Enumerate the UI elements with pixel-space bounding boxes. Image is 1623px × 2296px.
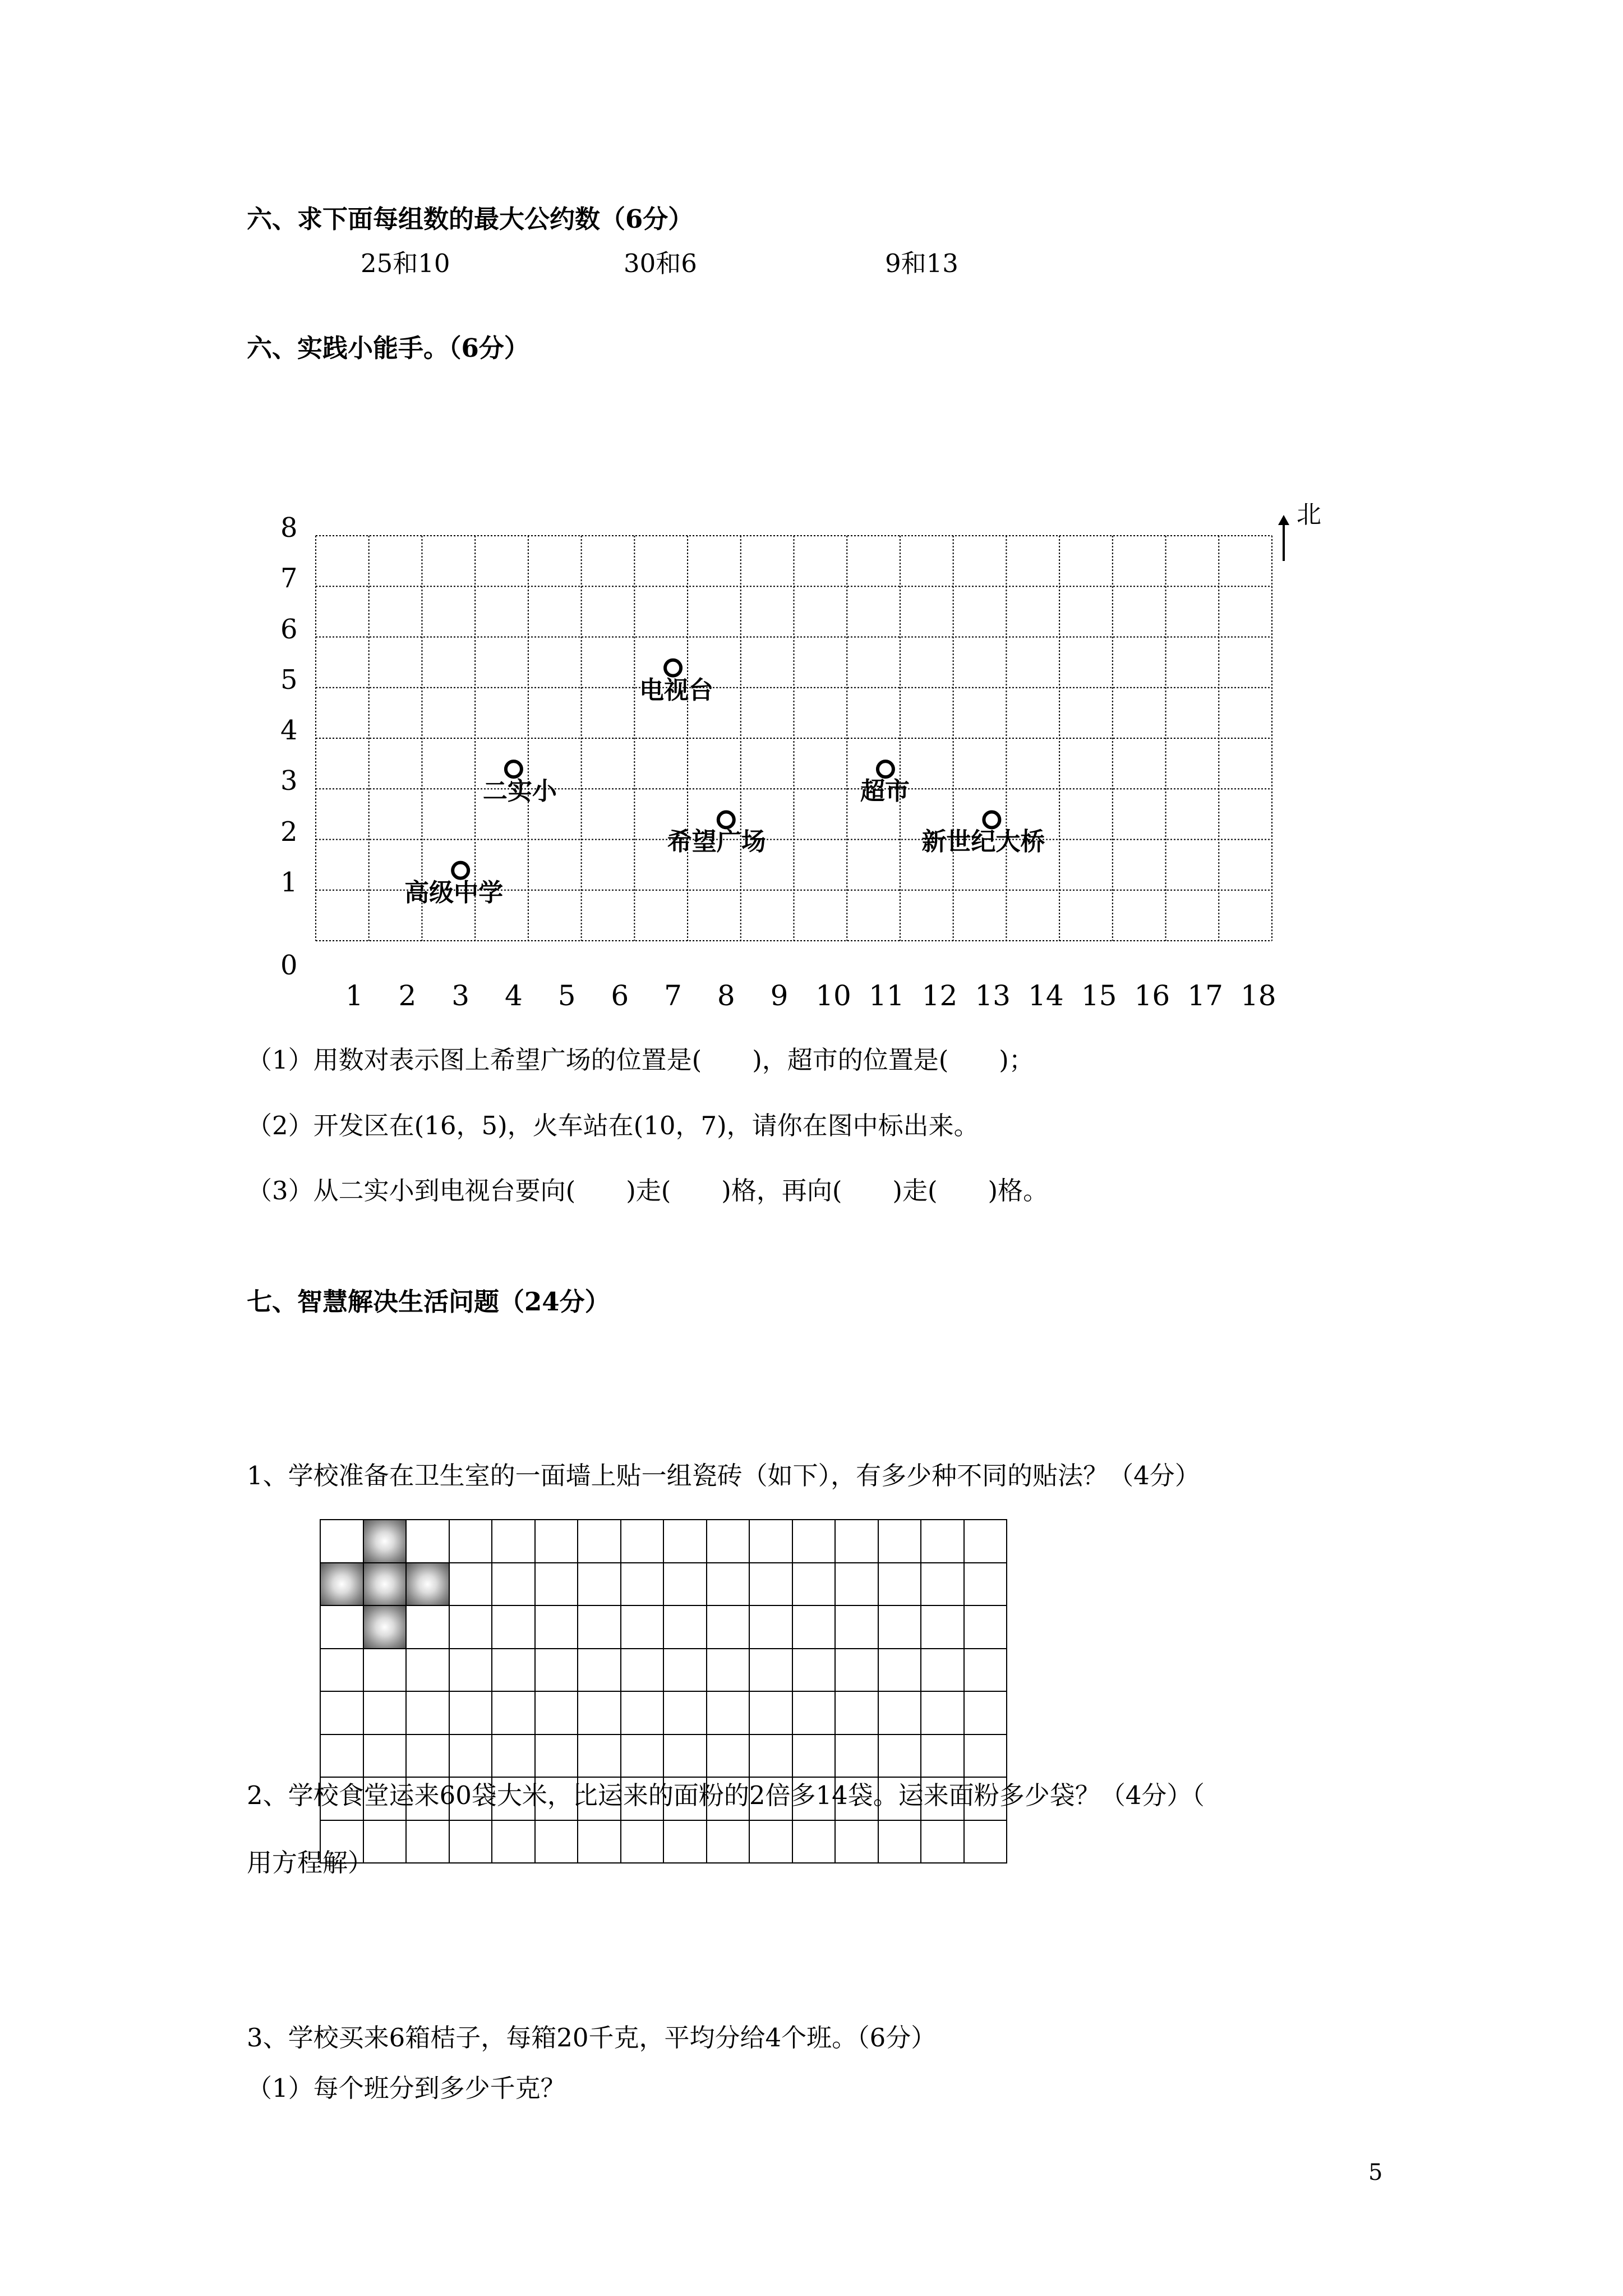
problem-3: 3、学校买来6箱桔子，每箱20千克，平均分给4个班。（6分） [247, 2023, 937, 2053]
section-6b-heading: 六、实践小能手。（6分） [247, 333, 529, 363]
grid-cell [706, 1820, 750, 1864]
grid-cell [577, 1648, 621, 1692]
grid-cell [491, 1820, 536, 1864]
grid-cell [963, 1820, 1008, 1864]
page-number: 5 [1368, 2160, 1383, 2185]
grid-cell [878, 1648, 922, 1692]
grid-cell [663, 1734, 707, 1778]
gcd-item-2: 30和6 [624, 249, 697, 278]
x-tick-label: 7 [664, 979, 682, 1012]
x-tick-label: 8 [717, 979, 735, 1012]
grid-cell [834, 1820, 879, 1864]
grid-cell [577, 1519, 621, 1563]
x-tick-label: 6 [611, 979, 629, 1012]
grid-cell [405, 1734, 450, 1778]
grid-cell [320, 1691, 364, 1735]
grid-cell [878, 1691, 922, 1735]
x-tick-label: 3 [451, 979, 470, 1012]
grid-cell [620, 1519, 665, 1563]
grid-cell [663, 1820, 707, 1864]
grid-cell [491, 1691, 536, 1735]
grid-cell [920, 1605, 965, 1649]
grid-cell [534, 1519, 579, 1563]
grid-cell [878, 1519, 922, 1563]
grid-cell [792, 1820, 836, 1864]
grid-cell [363, 1648, 407, 1692]
grid-cell [363, 1734, 407, 1778]
grid-cell [534, 1605, 579, 1649]
tile-grid [320, 1519, 1006, 1862]
grid-cell [834, 1734, 879, 1778]
grid-cell [834, 1648, 879, 1692]
grid-cell [706, 1519, 750, 1563]
grid-cell [834, 1605, 879, 1649]
grid-cell [706, 1562, 750, 1607]
grid-cell [749, 1648, 793, 1692]
grid-cell [405, 1820, 450, 1864]
grid-cell [749, 1820, 793, 1864]
grid-cell [491, 1648, 536, 1692]
place-marker [718, 812, 734, 827]
grid-cell [663, 1519, 707, 1563]
question-3: （3）从二实小到电视台要向( )走( )格，再向( )走( )格。 [247, 1176, 1049, 1205]
grid-cell [320, 1734, 364, 1778]
grid-cell [405, 1648, 450, 1692]
grid-cell [577, 1691, 621, 1735]
grid-cell [534, 1562, 579, 1607]
x-tick-label: 16 [1134, 979, 1170, 1012]
grid-cell [792, 1734, 836, 1778]
grid-cell [920, 1648, 965, 1692]
grid-cell [834, 1691, 879, 1735]
x-tick-label: 1 [345, 979, 363, 1012]
grid-cell [491, 1562, 536, 1607]
grid-cell [663, 1691, 707, 1735]
x-tick-label: 10 [815, 979, 851, 1012]
grid-cell [620, 1648, 665, 1692]
grid-cell [749, 1605, 793, 1649]
coordinate-map [0, 0, 1623, 1010]
grid-cell [577, 1820, 621, 1864]
place-marker [984, 812, 999, 827]
grid-cell [963, 1734, 1008, 1778]
section-6a-heading: 六、求下面每组数的最大公约数（6分） [247, 204, 694, 234]
grid-cell [405, 1691, 450, 1735]
grid-cell [363, 1691, 407, 1735]
y-tick-label: 8 [280, 512, 298, 544]
grid-cell [577, 1734, 621, 1778]
grid-cell [320, 1605, 364, 1649]
grid-cell [405, 1605, 450, 1649]
shaded-tile [363, 1562, 407, 1607]
grid-cell [449, 1562, 493, 1607]
x-tick-label: 12 [921, 979, 958, 1012]
x-tick-label: 5 [557, 979, 576, 1012]
grid-cell [920, 1820, 965, 1864]
y-tick-label: 4 [280, 715, 298, 746]
grid-cell [449, 1605, 493, 1649]
grid-cell [577, 1562, 621, 1607]
grid-cell [706, 1734, 750, 1778]
grid-cell [749, 1691, 793, 1735]
grid-cell [663, 1562, 707, 1607]
grid-cell [792, 1648, 836, 1692]
grid-cell [577, 1605, 621, 1649]
grid-cell [834, 1519, 879, 1563]
x-tick-label: 15 [1081, 979, 1117, 1012]
grid-cell [920, 1691, 965, 1735]
grid-cell [706, 1605, 750, 1649]
grid-cell [534, 1691, 579, 1735]
grid-cell [405, 1519, 450, 1563]
question-1: （1）用数对表示图上希望广场的位置是( )，超市的位置是( )； [247, 1045, 1034, 1075]
grid-cell [706, 1648, 750, 1692]
gcd-item-3: 9和13 [885, 249, 958, 278]
grid-cell [449, 1691, 493, 1735]
y-tick-label: 3 [280, 765, 298, 797]
x-tick-label: 11 [868, 979, 905, 1012]
grid-cell [920, 1562, 965, 1607]
place-label: 二实小 [482, 777, 557, 806]
x-tick-label: 14 [1028, 979, 1064, 1012]
place-marker [453, 863, 468, 878]
grid-cell [963, 1562, 1008, 1607]
grid-cell [620, 1691, 665, 1735]
problem-2-line-2: 用方程解） [247, 1848, 374, 1878]
grid-cell [878, 1605, 922, 1649]
grid-cell [620, 1820, 665, 1864]
y-tick-label: 1 [280, 866, 298, 898]
y-tick-label: 7 [280, 563, 298, 595]
y-tick-label: 2 [280, 816, 298, 848]
grid-cell [920, 1734, 965, 1778]
x-tick-label: 2 [398, 979, 417, 1012]
shaded-tile [405, 1562, 450, 1607]
gcd-item-1: 25和10 [361, 249, 450, 278]
grid-cell [534, 1648, 579, 1692]
problem-2-line-1: 2、学校食堂运来60袋大米，比运来的面粉的2倍多14袋。运来面粉多少袋？（4分）（ [247, 1780, 1205, 1810]
grid-cell [663, 1605, 707, 1649]
grid-cell [491, 1605, 536, 1649]
grid-cell [792, 1562, 836, 1607]
x-tick-label: 17 [1187, 979, 1223, 1012]
grid-cell [449, 1519, 493, 1563]
x-tick-label: 9 [770, 979, 789, 1012]
grid-cell [449, 1820, 493, 1864]
grid-cell [963, 1605, 1008, 1649]
grid-cell [792, 1605, 836, 1649]
place-marker [878, 761, 893, 777]
problem-3-question-1: （1）每个班分到多少千克？ [247, 2073, 566, 2103]
grid-cell [320, 1648, 364, 1692]
grid-cell [620, 1562, 665, 1607]
place-marker [506, 761, 522, 777]
grid-cell [878, 1820, 922, 1864]
grid-cell [620, 1734, 665, 1778]
grid-cell [963, 1691, 1008, 1735]
grid-cell [749, 1734, 793, 1778]
grid-cell [878, 1562, 922, 1607]
grid-cell [706, 1691, 750, 1735]
grid-cell [449, 1734, 493, 1778]
shaded-tile [320, 1562, 364, 1607]
place-label: 希望广场 [667, 827, 766, 857]
grid-cell [620, 1605, 665, 1649]
place-label: 超市 [860, 777, 910, 806]
north-label: 北 [1297, 500, 1321, 529]
section-7-heading: 七、智慧解决生活问题（24分） [247, 1287, 610, 1317]
grid-cell [449, 1648, 493, 1692]
grid-cell [963, 1648, 1008, 1692]
grid-cell [749, 1562, 793, 1607]
y-tick-label: 6 [280, 613, 298, 645]
shaded-tile [363, 1519, 407, 1563]
grid-cell [792, 1519, 836, 1563]
shaded-tile [363, 1605, 407, 1649]
grid-cell [878, 1734, 922, 1778]
place-label: 电视台 [639, 675, 714, 705]
question-2: （2）开发区在(16，5)，火车站在(10，7)，请你在图中标出来。 [247, 1111, 979, 1140]
problem-1: 1、学校准备在卫生室的一面墙上贴一组瓷砖（如下），有多少种不同的贴法？（4分） [247, 1461, 1200, 1490]
x-tick-label: 13 [975, 979, 1011, 1012]
y-tick-label: 5 [280, 664, 298, 696]
place-label: 高级中学 [404, 878, 504, 907]
grid-cell [749, 1519, 793, 1563]
grid-cell [792, 1691, 836, 1735]
grid-cell [963, 1519, 1008, 1563]
x-tick-label: 4 [504, 979, 523, 1012]
grid-cell [534, 1734, 579, 1778]
grid-cell [834, 1562, 879, 1607]
place-label: 新世纪大桥 [921, 827, 1045, 857]
place-marker [665, 660, 681, 676]
x-tick-label: 18 [1241, 979, 1276, 1012]
grid-cell [491, 1519, 536, 1563]
grid-cell [491, 1734, 536, 1778]
grid-cell [920, 1519, 965, 1563]
grid-cell [320, 1519, 364, 1563]
grid-cell [534, 1820, 579, 1864]
grid-cell [663, 1648, 707, 1692]
y-tick-label: 0 [280, 950, 298, 981]
